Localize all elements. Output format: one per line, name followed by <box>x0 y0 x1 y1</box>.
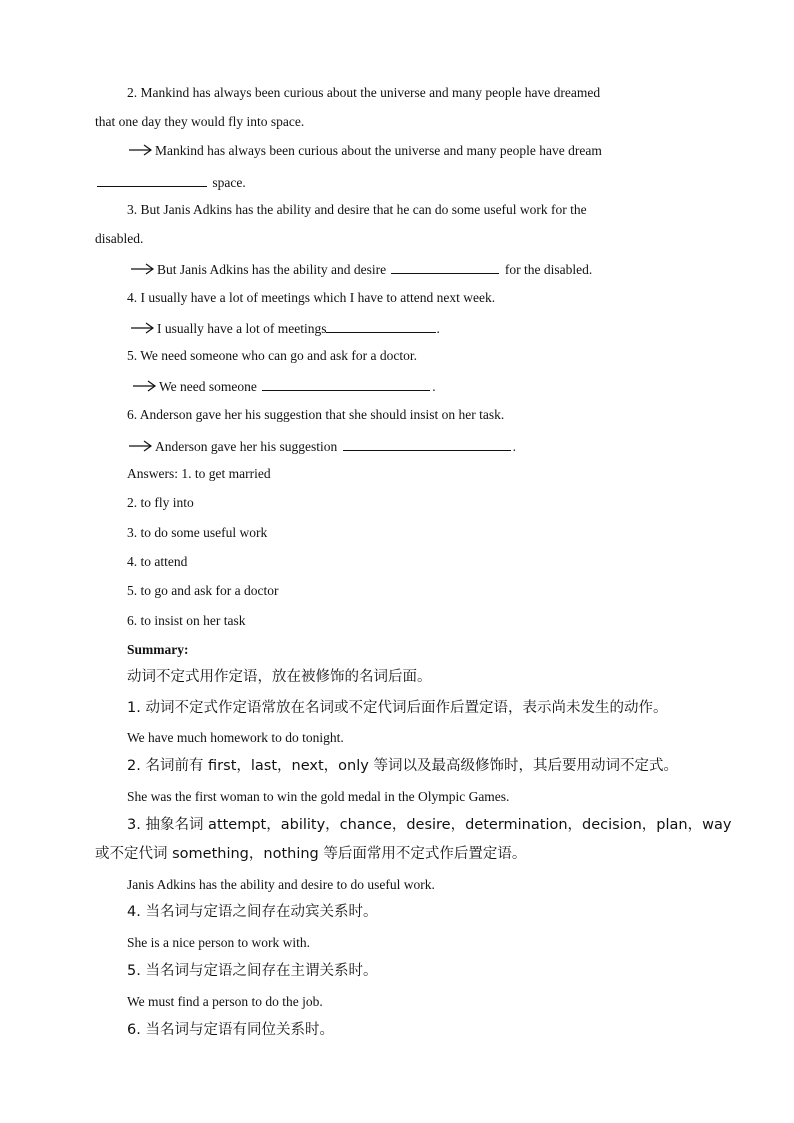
question-6-line-1: 6. Anderson gave her his suggestion that she should insist on her task. <box>127 407 505 422</box>
answer-5: 5. to go and ask for a doctor <box>127 583 279 598</box>
summary-point-5: 5. 当名词与定语之间存在主谓关系时。 <box>127 963 378 979</box>
right-arrow-icon <box>131 322 155 334</box>
summary-example-3: Janis Adkins has the ability and desire to do useful work. <box>127 877 435 892</box>
summary-example-4: She is a nice person to work with. <box>127 935 310 950</box>
question-5-rewrite <box>133 376 436 396</box>
summary-example-2: She was the first woman to win the gold medal in the Olympic Games. <box>127 789 510 804</box>
answer-2: 2. to fly into <box>127 495 194 510</box>
question-4-rewrite-text: I usually have a lot of meetings <box>157 321 327 336</box>
question-2-rewrite-end: space. <box>212 175 246 190</box>
answer-blank[interactable] <box>391 259 499 274</box>
question-5-rewrite-end: . <box>432 379 436 394</box>
question-5-line-1: 5. We need someone who can go and ask for a doctor. <box>127 348 417 363</box>
question-2-rewrite-line-1 <box>129 142 602 160</box>
summary-point-3-line-1: 3. 抽象名词 attempt，ability，chance，desire，determination，decision，plan，way <box>127 817 732 833</box>
question-2-text: 2. Mankind has always been curious about the universe and many people have dreamed <box>127 85 601 100</box>
summary-heading-text: Summary: <box>127 642 189 657</box>
right-arrow-icon <box>133 380 157 392</box>
summary-point-3-line-2: 或不定代词 something，nothing 等后面常用不定式作后置定语。 <box>95 846 527 862</box>
question-6-rewrite-text: Anderson gave her his suggestion <box>155 439 338 454</box>
answer-blank[interactable] <box>97 172 207 187</box>
question-4-line-1: 4. I usually have a lot of meetings which I have to attend next week. <box>127 290 496 305</box>
answer-6: 6. to insist on her task <box>127 613 246 628</box>
right-arrow-icon <box>131 263 155 275</box>
answer-blank[interactable] <box>262 376 430 391</box>
question-3-rewrite-text: But Janis Adkins has the ability and desire <box>157 262 387 277</box>
question-4-rewrite-end: . <box>436 321 440 336</box>
question-4-rewrite <box>131 318 440 338</box>
summary-example-1: We have much homework to do tonight. <box>127 730 344 745</box>
question-3-rewrite <box>131 259 592 279</box>
summary-heading <box>127 641 189 659</box>
question-3-rewrite-end: for the disabled. <box>504 262 593 277</box>
question-6-rewrite-end: . <box>512 439 516 454</box>
answer-1: Answers: 1. to get married <box>127 466 271 481</box>
question-3-line-2: disabled. <box>95 231 144 246</box>
summary-intro: 动词不定式用作定语，放在被修饰的名词后面。 <box>127 669 432 685</box>
right-arrow-icon <box>129 144 153 156</box>
answer-blank[interactable] <box>326 318 436 333</box>
summary-point-6: 6. 当名词与定语有同位关系时。 <box>127 1022 334 1038</box>
question-2-rewrite-text: Mankind has always been curious about the universe and many people have dream <box>155 143 602 158</box>
question-5-rewrite-text: We need someone <box>159 379 257 394</box>
answer-4: 4. to attend <box>127 554 188 569</box>
question-2-rewrite-line-2 <box>95 172 246 192</box>
summary-point-2: 2. 名词前有 first，last，next，only 等词以及最高级修饰时，其后要用动词不定式。 <box>127 758 678 774</box>
summary-point-1: 1. 动词不定式作定语常放在名词或不定代词后面作后置定语，表示尚未发生的动作。 <box>127 700 668 716</box>
question-6-rewrite <box>129 436 516 456</box>
question-2-line-1 <box>127 84 697 102</box>
answer-3: 3. to do some useful work <box>127 525 268 540</box>
summary-point-4: 4. 当名词与定语之间存在动宾关系时。 <box>127 904 378 920</box>
right-arrow-icon <box>129 440 153 452</box>
question-3-line-1: 3. But Janis Adkins has the ability and desire that he can do some useful work for the <box>127 202 587 217</box>
summary-example-5: We must find a person to do the job. <box>127 994 323 1009</box>
question-2-line-2: that one day they would fly into space. <box>95 114 305 129</box>
answer-blank[interactable] <box>343 436 511 451</box>
